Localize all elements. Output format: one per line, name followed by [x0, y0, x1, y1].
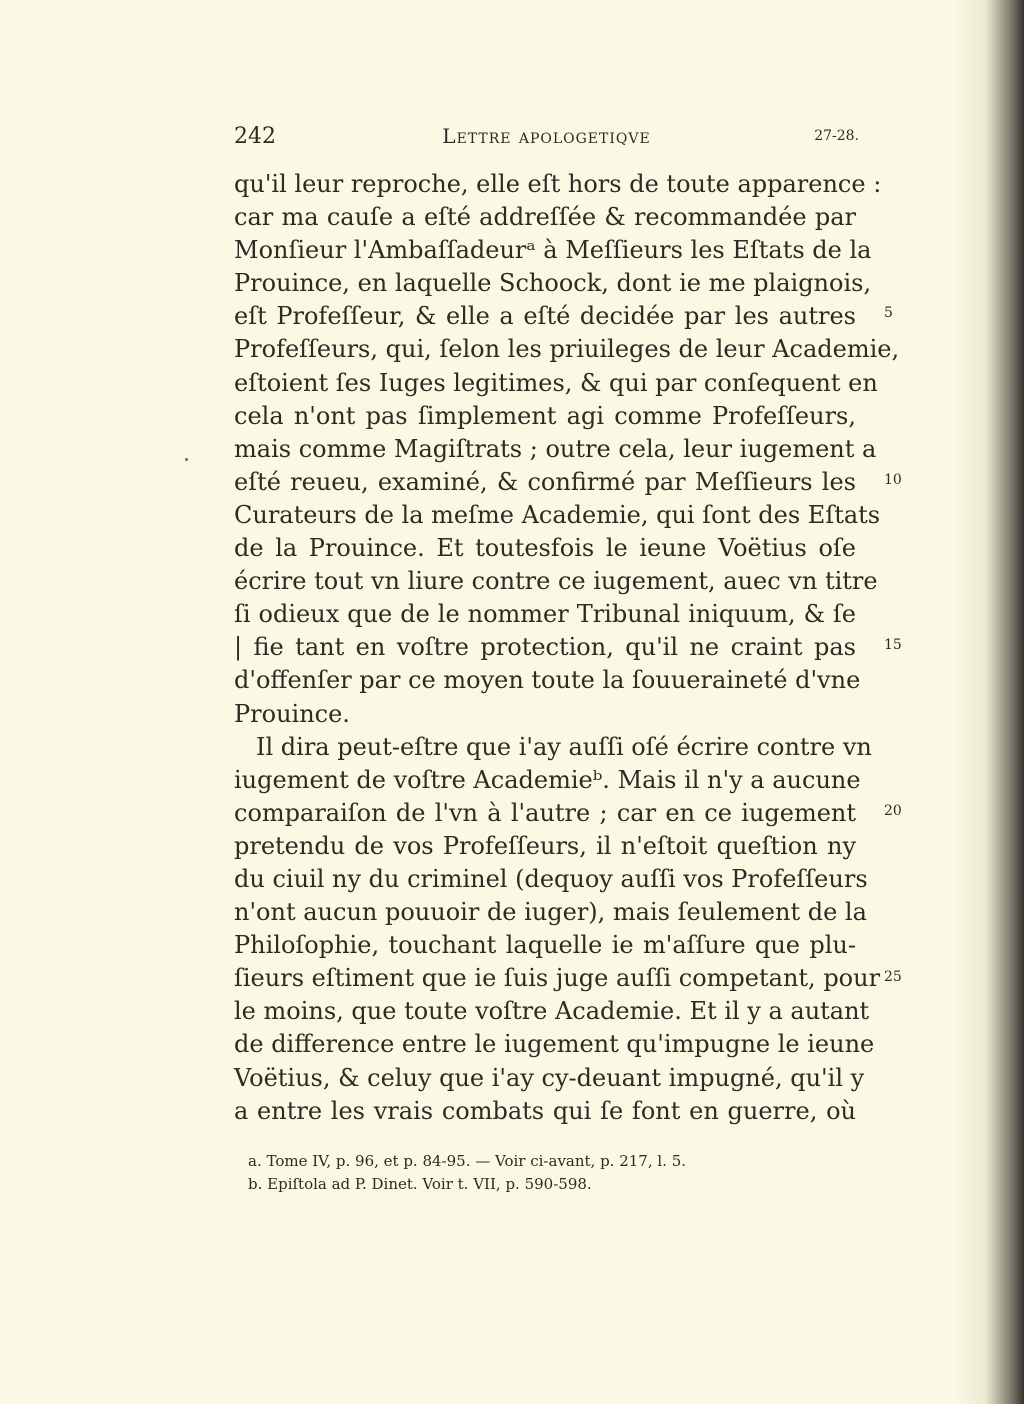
text-line: écrire tout vn liure contre ce iugement, auec vn titre: [234, 567, 878, 596]
text-line: de la Prouince. Et toutesfois le ieune Voëtius oſe: [234, 534, 856, 563]
text-line: eſté reueu, examiné, & confirmé par Meſſieurs les: [234, 467, 856, 496]
line-number-marker: 15: [884, 637, 902, 653]
text-line: Prouince, en laquelle Schoock, dont ie me plaignois,: [234, 269, 872, 298]
text-line: Profeſſeurs, qui, ſelon les priuileges de leur Academie,: [234, 335, 900, 364]
text-line: ſi odieux que de le nommer Tribunal iniquum, & ſe: [234, 600, 856, 629]
text-line: Philoſophie, touchant laquelle ie m'aſſure que plu-: [234, 931, 856, 960]
text-line: de difference entre le iugement qu'impugne le ieune: [234, 1030, 875, 1059]
text-line: Prouince.: [234, 699, 350, 728]
text-line: le moins, que toute voſtre Academie. Et il y a autant: [234, 997, 870, 1026]
text-line: n'ont aucun pouuoir de iuger), mais ſeulement de la: [234, 898, 867, 927]
text-line: | fie tant en voſtre protection, qu'il ne craint pas: [234, 633, 856, 662]
page-header: [234, 124, 859, 154]
running-title: Lettre apologetiqve: [442, 124, 651, 148]
text-line: cela n'ont pas ſimplement agi comme Profeſſeurs,: [234, 401, 856, 430]
text-line: pretendu de vos Profeſſeurs, il n'eſtoit queſtion ny: [234, 831, 856, 860]
line-number-marker: 5: [884, 305, 893, 321]
text-line: Monſieur l'Ambaſſadeurᵃ à Meſſieurs les Eſtats de la: [234, 236, 872, 265]
line-number-marker: 20: [884, 803, 902, 819]
text-line: iugement de voſtre Academieᵇ. Mais il n'y a aucune: [234, 765, 861, 794]
line-number-marker: 10: [884, 472, 902, 488]
page-edge-shadow: [954, 0, 1024, 1404]
text-line: a entre les vrais combats qui ſe font en guerre, où: [234, 1096, 856, 1125]
text-line: comparaiſon de l'vn à l'autre ; car en ce iugement: [234, 798, 856, 827]
text-line: Curateurs de la meſme Academie, qui ſont des Eſtats: [234, 500, 881, 529]
section-reference: 27-28.: [814, 128, 859, 144]
page-number: 242: [234, 124, 276, 149]
text-line: du ciuil ny du criminel (dequoy auſſi vos Profeſſeurs: [234, 864, 868, 893]
text-line: qu'il leur reproche, elle eſt hors de toute apparence :: [234, 170, 882, 198]
footnotes: [248, 1150, 808, 1196]
text-line: Il dira peut-eſtre que i'ay auſſi oſé écrire contre vn: [256, 732, 872, 761]
text-line: eſt Profeſſeur, & elle a eſté decidée par les autres: [234, 302, 856, 331]
line-number-marker: 25: [884, 969, 902, 985]
stray-ink-mark: [185, 458, 188, 461]
text-line: eſtoient ſes Iuges legitimes, & qui par conſequent en: [234, 368, 878, 397]
text-line: Voëtius, & celuy que i'ay cy-deuant impugné, qu'il y: [234, 1063, 865, 1092]
footnote-a: a. Tome IV, p. 96, et p. 84-95. — Voir ci-avant, p. 217, l. 5.: [248, 1152, 687, 1170]
text-line: car ma cauſe a eſté addreſſée & recommandée par: [234, 203, 856, 232]
footnote-b: b. Epiſtola ad P. Dinet. Voir t. VII, p. 590-598.: [248, 1175, 592, 1193]
text-line: mais comme Magiſtrats ; outre cela, leur iugement a: [234, 434, 877, 463]
text-line: d'offenſer par ce moyen toute la ſouueraineté d'vne: [234, 666, 861, 695]
text-line: ſieurs eſtiment que ie ſuis juge auſſi competant, pour: [234, 964, 881, 993]
paragraph-2: [234, 731, 881, 1128]
